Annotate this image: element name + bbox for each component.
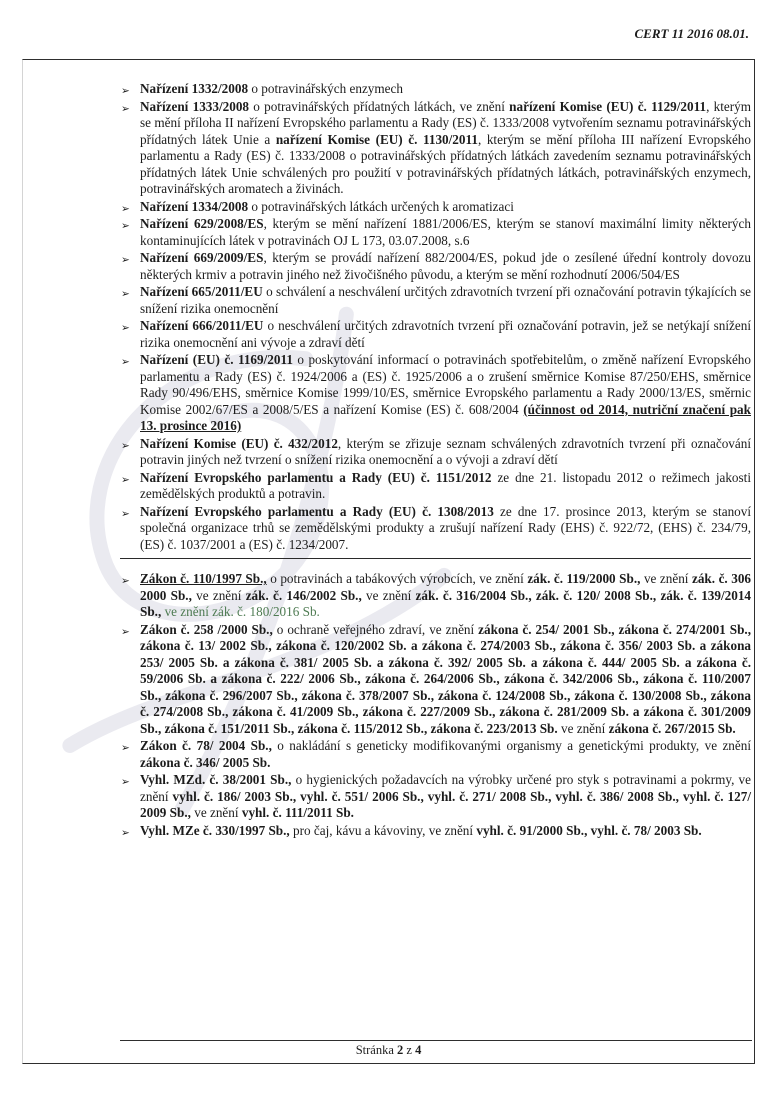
text-run: , kterým se mění příloha II nařízení Evropského parlamentu a Rady (ES) č. 1333/2008 vytvořením seznamu potravinářských přídatných látek Unie a xyxy=(140,98,751,147)
text-run: Nařízení 665/2011/EU xyxy=(140,284,263,299)
text-run: nařízení Komise (EU) č. 1129/2011 xyxy=(509,98,707,114)
text-run: zákona č. 254/ 2001 Sb., zákona č. 274/2001 Sb., zákona č. 13/ 2002 Sb., zákona č. 120/2002 Sb. a zákona č. 274/2003 Sb., zákona č. 356/ 2003 Sb. a zákona 253/ 2005 Sb. a zákona č. 381/ 2005 Sb. a zákona č. 392/ 2005 Sb. a zákona č. 444/ 2005 Sb. a zákona č. 59/2006 Sb. a zákona č. 222/ 2006 Sb., zákona č. 264/2006 Sb., zákona č. 342/2006 Sb., zákona č. 110/2007 Sb., zákona č. 296/2007 Sb., zákona č. 378/2007 Sb., zákona č. 124/2008 Sb., zákona č. 130/2008 Sb., zákona č. 274/2008 Sb., zákona č. 41/2009 Sb., zákona č. 227/2009 Sb., zákona č. 281/2009 Sb. a zákona č. 301/2009 Sb., zákona č. 151/2011 Sb., zákona č. 115/2012 Sb., zákona č. 223/2013 Sb. xyxy=(140,621,751,736)
text-run: , kterým se mění nařízení 1881/2006/ES, kterým se stanoví maximální limity některých kontaminujících látek v potravinách OJ L 173, 03.07.2008, s.6 xyxy=(140,216,751,248)
text-run: o potravinářských přídatných látkách, ve znění xyxy=(249,98,510,114)
text-run: pro čaj, kávu a kávoviny, ve znění xyxy=(289,822,477,838)
text-run: ve znění zák. č. 180/2016 Sb. xyxy=(161,604,320,619)
text-run: Nařízení 669/2009/ES xyxy=(140,250,264,265)
text-run: o potravinářských enzymech xyxy=(248,81,403,96)
text-run: Nařízení Komise (EU) č. 432/2012 xyxy=(140,435,338,451)
list-item xyxy=(120,470,751,503)
text-run: o ochraně veřejného zdraví, ve znění xyxy=(272,621,479,637)
footer-prefix: Stránka xyxy=(355,1043,394,1057)
section-2 xyxy=(120,571,751,839)
arrow-bullet-icon: ➢ xyxy=(121,102,130,115)
text-run: o potravinářských látkách určených k aromatizaci xyxy=(248,198,514,214)
list-item xyxy=(120,216,751,249)
document-body xyxy=(120,81,751,840)
text-run: vyhl. č. 111/2011 Sb. xyxy=(241,805,354,820)
text-run: ve znění xyxy=(361,587,416,603)
footer-of-word: z xyxy=(406,1043,412,1057)
text-run: vyhl. č. 91/2000 Sb., vyhl. č. 78/ 2003 Sb. xyxy=(476,822,702,838)
text-run: o poskytování informací o potravinách spotřebitelům, o změně nařízení Evropského parlamentu a Rady (ES) č. 1924/2006 a (ES) č. 1925/2006 a o zrušení směrnice Komise 87/250/EHS, směrnice Rady 90/496/EHS, směrnice Komise 1999/10/ES, směrnice Evropského parlamentu a Rady 2000/13/ES, směrnic Komise 2002/67/ES a 2008/5/ES a nařízení Komise (ES) č. 608/2004 xyxy=(140,352,751,417)
text-run: o hygienických požadavcích na výrobky určené pro styk s potravinami a pokrmy, ve znění xyxy=(140,772,752,804)
text-run: Nařízení Evropského parlamentu a Rady (EU) č. 1151/2012 xyxy=(140,469,492,485)
arrow-bullet-icon: ➢ xyxy=(121,85,130,97)
text-run: Nařízení Evropského parlamentu a Rady (EU) č. 1308/2013 xyxy=(140,503,494,519)
text-run: , kterým se zřizuje seznam schválených zdravotních tvrzení při označování potravin jiných než tvrzení o snížení rizika onemocnění a o vývoji a zdraví dětí xyxy=(140,435,751,467)
arrow-bullet-icon: ➢ xyxy=(121,356,130,368)
text-run: Zákon č. 110/1997 Sb., xyxy=(140,571,267,586)
text-run: Nařízení (EU) č. 1169/2011 xyxy=(140,352,293,367)
text-run: Nařízení 1332/2008 xyxy=(140,81,249,96)
list-item xyxy=(120,622,751,738)
arrow-bullet-icon: ➢ xyxy=(121,473,130,486)
text-run: ze dne 17. prosince 2013, kterým se stanoví společná organizace trhů se zemědělskými produkty a zrušují nařízení Rady (EHS) č. 922/72, (EHS) č. 234/79, (ES) č. 1037/2001 a (ES) č. 1234/2007. xyxy=(140,503,752,552)
arrow-bullet-icon: ➢ xyxy=(121,288,130,300)
footer-divider xyxy=(120,1040,752,1041)
arrow-bullet-icon: ➢ xyxy=(121,507,130,520)
text-run: , kterým se mění příloha III nařízení Evropského parlamentu a Rady (ES) č. 1333/2008 o potravinářských přídatných látkách zavedením seznamu potravinářských přídatných látek Unie schválených pro použití v potravinářských přídatných látkách, potravinářských enzymech, potravinářských aromatech a živinách. xyxy=(140,131,751,196)
arrow-bullet-icon: ➢ xyxy=(121,254,130,266)
list-item xyxy=(120,772,751,822)
text-run: ve znění xyxy=(190,805,242,820)
text-run: Vyhl. MZe č. 330/1997 Sb., xyxy=(140,822,290,838)
arrow-bullet-icon: ➢ xyxy=(121,826,130,839)
text-run: zák. č. 316/2004 Sb., zák. č. 120/ 2008 Sb., zák. č. 139/2014 Sb., xyxy=(140,587,752,619)
arrow-bullet-icon: ➢ xyxy=(121,625,130,638)
text-run: Vyhl. MZd. č. 38/2001 Sb., xyxy=(140,772,292,787)
document-code: CERT 11 2016 08.01. xyxy=(634,26,749,41)
arrow-bullet-icon: ➢ xyxy=(121,202,130,215)
text-run: ve znění xyxy=(191,587,246,603)
arrow-bullet-icon: ➢ xyxy=(121,439,130,452)
text-run: ve znění xyxy=(557,720,609,736)
arrow-bullet-icon: ➢ xyxy=(121,742,130,754)
section-divider xyxy=(120,558,751,559)
list-item xyxy=(120,199,751,216)
footer-page-number: 2 xyxy=(397,1043,404,1057)
list-item xyxy=(120,284,751,317)
text-run: o potravinách a tabákových výrobcích, ve znění xyxy=(266,571,528,586)
list-item xyxy=(120,352,751,435)
arrow-bullet-icon: ➢ xyxy=(121,220,130,232)
text-run: Nařízení 666/2011/EU xyxy=(140,318,264,333)
text-run: (účinnost od 2014, nutriční značení pak 13. prosince 2016) xyxy=(140,401,751,433)
text-run: vyhl. č. 186/ 2003 Sb., vyhl. č. 551/ 2006 Sb., vyhl. č. 271/ 2008 Sb., vyhl. č. 386/ 2008 Sb., vyhl. č. 127/ 2009 Sb., xyxy=(140,788,751,820)
text-run: zákona č. 346/ 2005 Sb. xyxy=(140,754,271,770)
list-item xyxy=(120,99,751,198)
list-item xyxy=(120,823,751,840)
text-run: , kterým se provádí nařízení 882/2004/ES, pokud jde o zesílené úřední kontroly dovozu některých krmiv a potravin jiného než živočišného původu, a kterým se mění rozhodnutí 2006/504/ES xyxy=(140,250,751,282)
text-run: Nařízení 1333/2008 xyxy=(140,98,250,114)
text-run: zákona č. 267/2015 Sb. xyxy=(608,720,736,736)
arrow-bullet-icon: ➢ xyxy=(121,776,130,788)
text-run: ze dne 21. listopadu 2012 o režimech jakosti zemědělských produktů a potravin. xyxy=(140,469,751,501)
page-footer xyxy=(0,1043,777,1058)
text-run: Nařízení 1334/2008 xyxy=(140,198,249,214)
list-item xyxy=(120,318,751,351)
arrow-bullet-icon: ➢ xyxy=(121,575,130,587)
arrow-bullet-icon: ➢ xyxy=(121,322,130,334)
text-run: zák. č. 306 2000 Sb., xyxy=(140,571,752,603)
text-run: o neschválení určitých zdravotních tvrzení při označování potravin, jež se netýkají snížení rizika onemocnění ani vývoje a zdraví dětí xyxy=(140,318,751,350)
text-run: o schválení a neschválení určitých zdravotních tvrzení při označování potravin týkajících se snížení rizika onemocnění xyxy=(140,284,751,316)
text-run: zák. č. 119/2000 Sb., xyxy=(527,571,641,586)
footer-total-pages: 4 xyxy=(415,1043,422,1057)
list-item xyxy=(120,250,751,283)
list-item xyxy=(120,81,751,98)
list-item xyxy=(120,436,751,469)
text-run: o nakládání s geneticky modifikovanými organismy a genetickými produkty, ve znění xyxy=(271,738,751,753)
text-run: Zákon č. 78/ 2004 Sb., xyxy=(140,738,272,753)
section-1 xyxy=(120,81,751,553)
text-run: zák. č. 146/2002 Sb., xyxy=(245,587,362,603)
list-item xyxy=(120,504,751,554)
text-run: nařízení Komise (EU) č. 1130/2011 xyxy=(275,131,478,147)
list-item xyxy=(120,571,751,621)
text-run: ve znění xyxy=(640,571,692,586)
text-run: Nařízení 629/2008/ES xyxy=(140,216,264,231)
text-run: Zákon č. 258 /2000 Sb., xyxy=(140,621,273,637)
list-item xyxy=(120,738,751,771)
